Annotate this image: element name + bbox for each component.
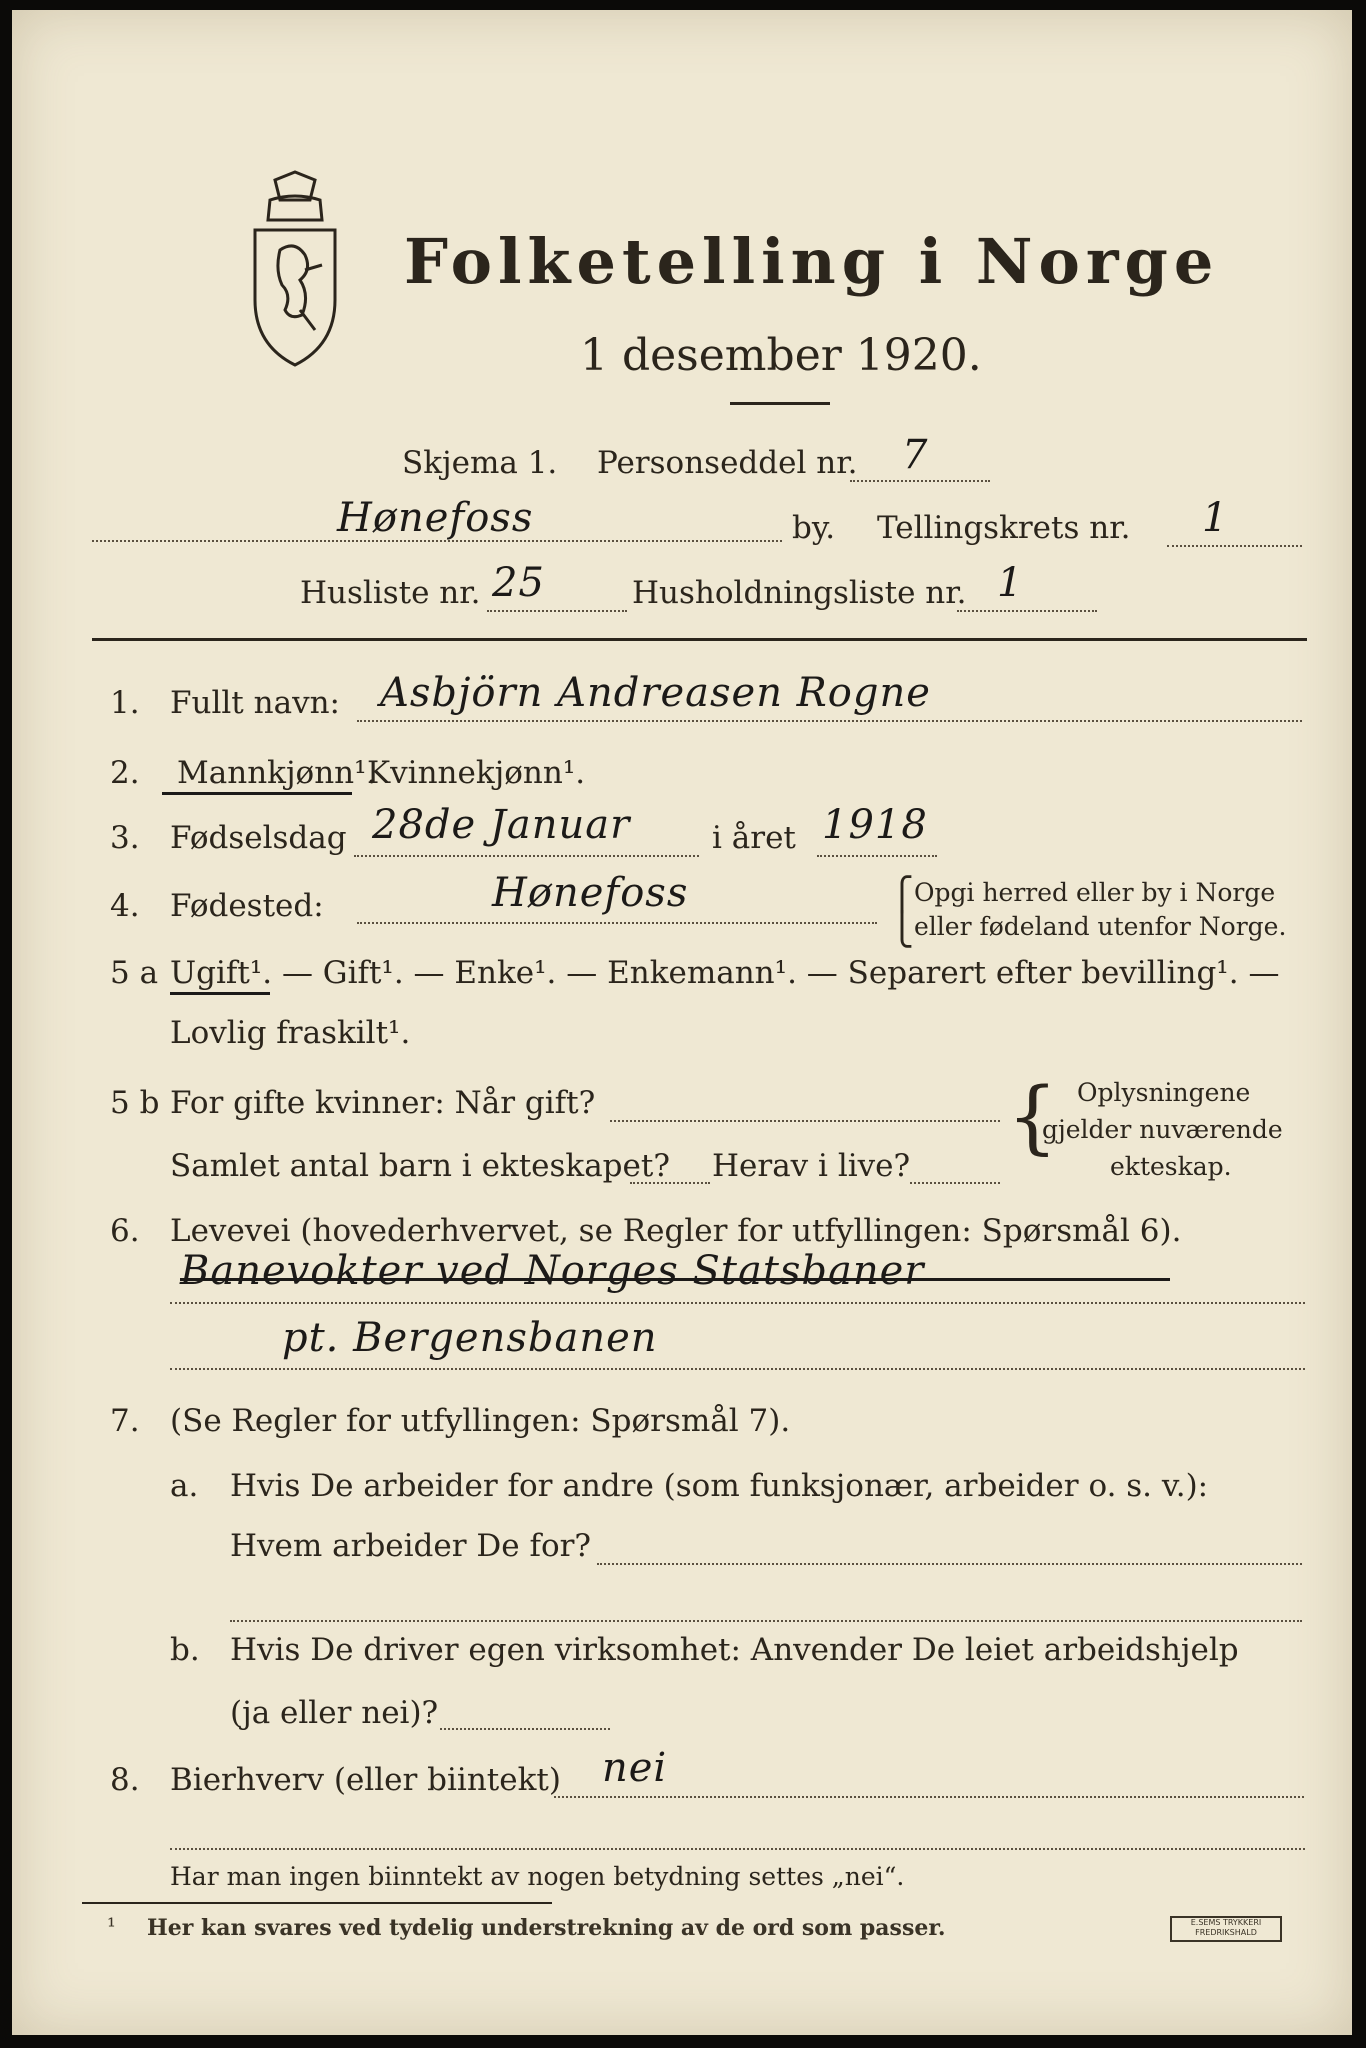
occupation-value[interactable]: pt. Bergensbanen: [282, 1315, 658, 1361]
q8-number: 8.: [110, 1762, 140, 1798]
q5b-label1: For gifte kvinner: Når gift?: [170, 1085, 596, 1121]
year-label: i året: [712, 820, 796, 856]
hired-help-field[interactable]: [440, 1728, 610, 1730]
marital-status-options[interactable]: Ugift¹. — Gift¹. — Enke¹. — Enkemann¹. — Separert efter bevilling¹. —: [170, 955, 1280, 991]
tellingskrets-value[interactable]: 1: [1202, 495, 1229, 541]
q2-number: 2.: [110, 755, 140, 791]
husliste-label: Husliste nr.: [300, 575, 481, 611]
q7b-line2: (ja eller nei)?: [230, 1695, 439, 1731]
underline-ugift: [170, 992, 270, 995]
q5b-note-line1: Oplysningene: [1077, 1078, 1251, 1107]
husholdningsliste-value[interactable]: 1: [997, 560, 1024, 606]
q5a-number: 5 a: [110, 955, 159, 991]
q7a-line1: Hvis De arbeider for andre (som funksjonær, arbeider o. s. v.):: [230, 1468, 1209, 1504]
q7b-number: b.: [170, 1632, 200, 1668]
underline-mannkjonn: [162, 792, 352, 795]
q5b-number: 5 b: [110, 1085, 160, 1121]
printer-stamp: E.SEMS TRYKKERI FREDRIKSHALD: [1170, 1916, 1282, 1942]
q4-note-line2: eller fødeland utenfor Norge.: [914, 912, 1287, 941]
divider: [730, 402, 830, 405]
by-label: by.: [792, 510, 836, 546]
personseddel-value[interactable]: 7: [902, 432, 929, 478]
tellingskrets-label: Tellingskrets nr.: [877, 510, 1131, 546]
form-title: Folketelling i Norge: [404, 225, 1220, 298]
form-date: 1 desember 1920.: [580, 330, 982, 381]
husholdningsliste-label: Husholdningsliste nr.: [632, 575, 967, 611]
census-form-sheet: Folketelling i Norge 1 desember 1920. Skjema 1. Personseddel nr. 7 Hønefoss by. Tellingskrets nr. 1 Husliste nr. 25 Husholdningsliste nr. 1 1. Fullt navn: Asbjörn Andreasen Rogne 2. Mannkjønn¹. Kvinnekjønn¹. 3. Fødselsdag 28de Januar i året 1918 4. Fødested: Hønefoss ⎧ ⎩ Opgi herred eller by i Norge eller fødeland utenfor Norge. 5 a Ugift¹. — Gift¹. — Enke¹. — Enkemann¹. — Separert efter bevilling¹. — Lovlig fraskilt¹. 5 b For gifte kvinner: Når gift? Samlet antal barn i ekteskapet? Herav i live? { Oplysningene gjelder nuværende ekteskap. 6. Levevei (hovederhvervet, se Regler for utfyllingen: Spørsmål 6). Banevokter ved Norges Statsbaner pt. Bergensbanen 7. (Se Regler for utfyllingen: Spørsmål 7). a. Hvis De arbeider for andre (som funksjonær, arbeider o. s. v.): Hvem arbeider De for? b. Hvis De driver egen virksomhet: Anvender De leiet arbeidshjelp (ja eller nei)? 8. Bierhverv (eller biintekt) nei Har man ingen biinntekt av nogen betydning settes „nei“. ¹ Her kan svares ved tydelig understrekning av de ord som passer. E.SEMS TRYKKERI FREDRIKSHALD: [12, 10, 1352, 2035]
husliste-value[interactable]: 25: [492, 560, 545, 606]
skjema-label: Skjema 1.: [402, 445, 558, 481]
occupation-strikethrough: [180, 1278, 1170, 1281]
footnote-text: Her kan svares ved tydelig understrekning av de ord som passer.: [147, 1915, 946, 1941]
q4-number: 4.: [110, 888, 140, 924]
side-income-value[interactable]: nei: [602, 1745, 668, 1791]
q3-number: 3.: [110, 820, 140, 856]
q6-number: 6.: [110, 1213, 140, 1249]
employer-field[interactable]: [597, 1563, 1302, 1565]
q5b-label2: Samlet antal barn i ekteskapet?: [170, 1148, 670, 1184]
q1-number: 1.: [110, 685, 140, 721]
option-mannkjonn[interactable]: Mannkjønn¹.: [177, 755, 377, 791]
option-kvinnekjonn[interactable]: Kvinnekjønn¹.: [367, 755, 586, 791]
q4-label: Fødested:: [170, 888, 324, 924]
q6-label: Levevei (hovederhvervet, se Regler for utfyllingen: Spørsmål 6).: [170, 1213, 1182, 1249]
q1-label: Fullt navn:: [170, 685, 340, 721]
q5b-label3: Herav i live?: [712, 1148, 911, 1184]
q5b-note-line3: ekteskap.: [1110, 1152, 1232, 1181]
birth-year-value[interactable]: 1918: [822, 802, 928, 848]
q7-label: (Se Regler for utfyllingen: Spørsmål 7).: [170, 1403, 791, 1439]
personseddel-label: Personseddel nr.: [597, 445, 858, 481]
norwegian-lion-crest-icon: [240, 170, 350, 370]
birthplace-value[interactable]: Hønefoss: [492, 870, 689, 916]
q7-number: 7.: [110, 1403, 140, 1439]
q7a-number: a.: [170, 1468, 199, 1504]
full-name-value[interactable]: Asbjörn Andreasen Rogne: [380, 670, 931, 716]
marital-status-options-line2[interactable]: Lovlig fraskilt¹.: [170, 1015, 411, 1051]
footnote-mark: ¹: [107, 1915, 116, 1940]
nei-note: Har man ingen biinntekt av nogen betydning settes „nei“.: [170, 1862, 905, 1891]
birthday-value[interactable]: 28de Januar: [372, 802, 631, 848]
header-divider: [92, 638, 1307, 641]
town-value[interactable]: Hønefoss: [337, 495, 534, 541]
q7b-line1: Hvis De driver egen virksomhet: Anvender De leiet arbeidshjelp: [230, 1632, 1239, 1668]
q3-label: Fødselsdag: [170, 820, 347, 856]
q4-note-line1: Opgi herred eller by i Norge: [914, 878, 1276, 907]
footnote-divider: [82, 1902, 552, 1904]
occupation-struck-value[interactable]: Banevokter ved Norges Statsbaner: [180, 1248, 925, 1294]
q7a-line2: Hvem arbeider De for?: [230, 1528, 592, 1564]
q8-label: Bierhverv (eller biintekt): [170, 1762, 561, 1798]
q5b-note-line2: gjelder nuværende: [1042, 1115, 1283, 1144]
